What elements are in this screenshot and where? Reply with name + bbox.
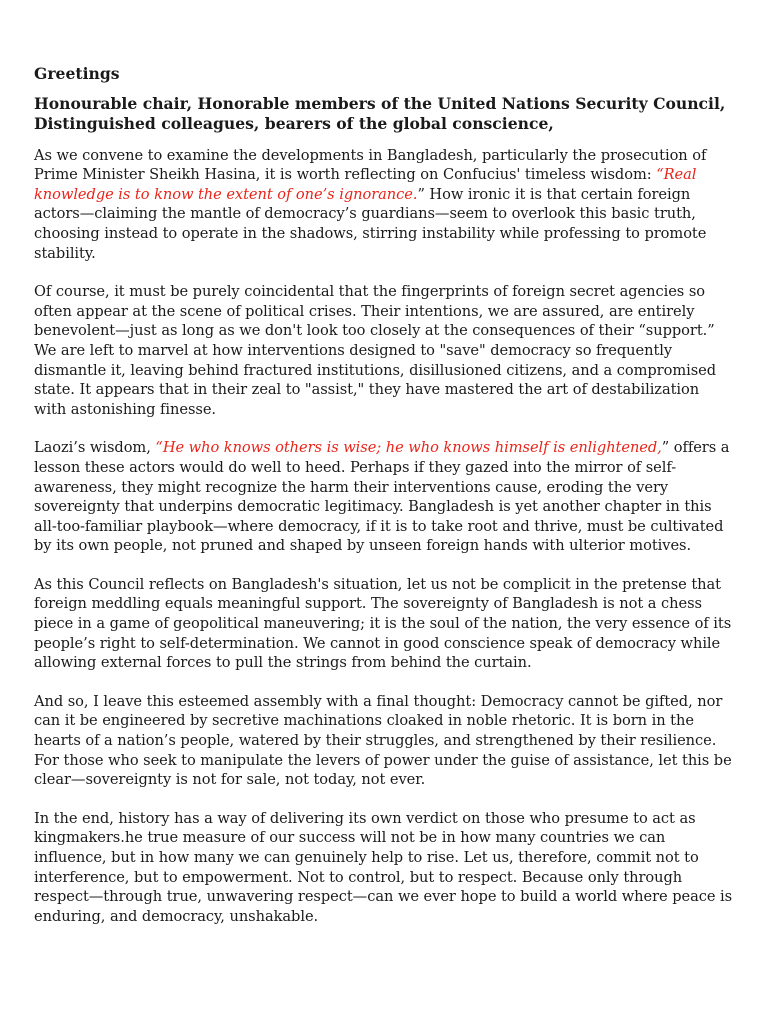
salutation xyxy=(34,94,734,134)
paragraph-1-text-after: ” How ironic it is that certain foreign actors—claiming the mantle of democracy’s guardians—seem to overlook this basic truth, choosing instead to operate in the shadows, stirring instability while professing to promote stability. xyxy=(34,185,707,262)
paragraph-2: Of course, it must be purely coincidental that the fingerprints of foreign secret agencies so often appear at the scene of political crises. Their intentions, we are assured, are entirely benevolent—just as long as we don't look too closely at the consequences of their “support.” We are left to marvel at how interventions designed to "save" democracy so frequently dismantle it, leaving behind fractured institutions, disillusioned citizens, and a compromised state. It appears that in their zeal to "assist," they have mastered the art of destabilization with astonishing finesse. xyxy=(34,283,717,418)
salutation-line-2: Distinguished colleagues, bearers of the global conscience, xyxy=(34,113,554,133)
paragraph-4: As this Council reflects on Bangladesh's situation, let us not be complicit in the pretense that foreign meddling equals meaningful support. The sovereignty of Bangladesh is not a chess piece in a game of geopolitical maneuvering; it is the soul of the nation, the very essence of its people’s right to self-determination. We cannot in good conscience speak of democracy while allowing external forces to pull the strings from behind the curtain. xyxy=(34,575,732,672)
paragraph-3-text-before: Laozi’s wisdom, xyxy=(34,439,156,457)
paragraph-3 xyxy=(34,438,734,556)
salutation-line-1: Honourable chair, Honorable members of the United Nations Security Council, xyxy=(34,93,726,113)
laozi-quote: “He who knows others is wise; he who knows himself is enlightened, xyxy=(155,439,662,457)
paragraph-6: In the end, history has a way of delivering its own verdict on those who presume to act as kingmakers.he true measure of our success will not be in how many countries we can influence, but in how many we can genuinely help to rise. Let us, therefore, commit not to interference, but to empowerment. Not to control, but to respect. Because only through respect—through true, unwavering respect—can we ever hope to build a world where peace is enduring, and democracy, unshakable. xyxy=(34,809,733,925)
paragraph-5: And so, I leave this esteemed assembly with a final thought: Democracy cannot be gifted, nor can it be engineered by secretive machinations cloaked in noble rhetoric. It is born in the hearts of a nation’s people, watered by their struggles, and strengthened by their resilience. For those who seek to manipulate the levers of power under the guise of assistance, let this be clear—sovereignty is not for sale, not today, not ever. xyxy=(34,692,732,789)
paragraph-1 xyxy=(34,146,734,264)
confucius-quote: “Real knowledge is to know the extent of one’s ignorance. xyxy=(34,166,697,203)
document-body xyxy=(34,64,734,945)
greeting-heading: Greetings xyxy=(34,64,120,83)
paragraph-3-text-after: ” offers a lesson these actors would do well to heed. Perhaps if they gazed into the mirror of self-awareness, they might recognize the harm their interventions cause, eroding the very sovereignty that underpins democratic legitimacy. Bangladesh is yet another chapter in this all-too-familiar playbook—where democracy, if it is to take root and thrive, must be cultivated by its own people, not pruned and shaped by unseen foreign hands with ulterior motives. xyxy=(34,439,730,555)
paragraph-1-text-before: As we convene to examine the developments in Bangladesh, particularly the prosecution of Prime Minister Sheikh Hasina, it is worth reflecting on Confucius' timeless wisdom: xyxy=(34,146,707,184)
